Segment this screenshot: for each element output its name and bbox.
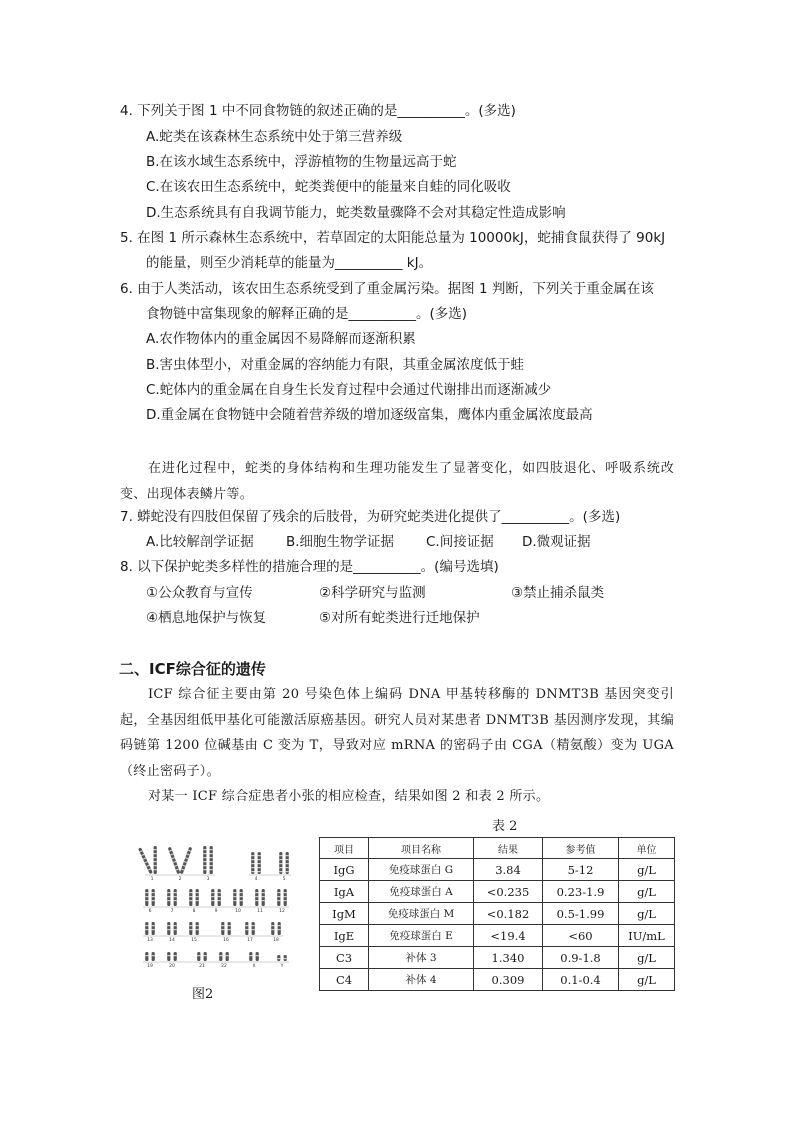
cell-item-name: 免疫球蛋白 E (369, 925, 474, 947)
chromosome (167, 952, 170, 961)
cell-item: C3 (320, 947, 369, 969)
chromosome-number-label: 2 (178, 877, 182, 882)
chromosome (210, 846, 213, 874)
chromosome (204, 952, 207, 961)
chromosome-number-label: 14 (169, 938, 175, 943)
q4-stem: 4. 下列关于图 1 中不同食物链的叙述正确的是__________。(多选) (120, 103, 516, 119)
q6-line2: 食物链中富集现象的解释正确的是__________。(多选) (146, 306, 468, 322)
chromosome (197, 952, 200, 961)
chromosome (145, 952, 148, 961)
chromosome (277, 889, 280, 906)
cell-item: IgA (320, 881, 369, 903)
chromosome (255, 889, 258, 906)
q8-option-3: ③禁止捕杀鼠类 (511, 585, 605, 601)
chromosome-number-label: 20 (169, 964, 175, 969)
chromosome (233, 889, 236, 906)
table-row (320, 925, 675, 947)
q6-option-b: B.害虫体型小，对重金属的容纳能力有限，其重金属浓度低于蛙 (146, 357, 525, 373)
chromosome-number-label: 10 (235, 909, 241, 914)
chromosome (152, 889, 155, 906)
chromosome (221, 922, 224, 935)
q7-option-c: C.间接证据 (426, 534, 494, 550)
chromosome (219, 952, 222, 961)
evolution-intro: 在进化过程中，蛇类的身体结构和生理功能发生了显著变化，如四肢退化、呼吸系统改变、出现体表鳞片等。 (120, 461, 674, 502)
cell-result: 1.340 (474, 947, 543, 969)
cell-item: IgM (320, 903, 369, 925)
cell-result: <0.182 (474, 903, 543, 925)
chromosome (252, 922, 255, 935)
chromosome (271, 922, 274, 935)
figure2-label: 图2 (192, 987, 214, 1002)
chromosome (228, 922, 231, 935)
chromosome-number-label: 12 (279, 909, 285, 914)
chromosome (286, 852, 289, 874)
q6-line1: 6. 由于人类活动，该农田生态系统受到了重金属污染。据图 1 判断，下列关于重金属在该 (120, 281, 654, 297)
section2-para2: 对某一 ICF 综合症患者小张的相应检查，结果如图 2 和表 2 所示。 (148, 789, 550, 804)
q7-stem: 7. 蟒蛇没有四肢但保留了残余的后肢骨，为研究蛇类进化提供了__________。(多选) (120, 509, 621, 525)
q8-option-1: ①公众教育与宣传 (146, 585, 253, 601)
cell-reference: <60 (543, 925, 619, 947)
cell-unit: g/L (619, 881, 675, 903)
chromosome (251, 852, 254, 874)
chromosome-number-label: 3 (206, 877, 210, 882)
cell-item: C4 (320, 969, 369, 991)
q8-stem: 8. 以下保护蛇类多样性的措施合理的是__________。(编号选填) (120, 559, 499, 575)
chromosome (211, 889, 214, 906)
q5-line2: 的能量，则至少消耗草的能量为__________ kJ。 (146, 255, 433, 271)
chromosome-number-label: X (252, 964, 256, 969)
section2-title: 二、ICF综合征的遗传 (119, 660, 266, 678)
chromosome (203, 846, 206, 874)
q8-option-2: ②科学研究与监测 (319, 585, 426, 601)
q4-option-d: D.生态系统具有自我调节能力，蛇类数量骤降不会对其稳定性造成影响 (146, 205, 566, 221)
chromosome-number-label: 13 (147, 938, 153, 943)
header-item-name: 项目名称 (369, 838, 474, 859)
cell-reference: 0.23-1.9 (543, 881, 619, 903)
chromosome (174, 922, 177, 935)
chromosome (168, 847, 181, 874)
chromosome-number-label: 15 (191, 938, 197, 943)
header-result: 结果 (474, 838, 543, 859)
chromosome-number-label: 11 (257, 909, 263, 914)
q6-option-d: D.重金属在食物链中会随着营养级的增加逐级富集，鹰体内重金属浓度最高 (146, 407, 593, 423)
cell-unit: IU/mL (619, 925, 675, 947)
table-row (320, 881, 675, 903)
chromosome (279, 852, 282, 874)
q4-option-a: A.蛇类在该森林生态系统中处于第三营养级 (146, 129, 403, 145)
results-table (319, 837, 675, 991)
chromosome (240, 889, 243, 906)
chromosome (196, 889, 199, 906)
cell-reference: 5-12 (543, 859, 619, 881)
chromosome (167, 889, 170, 906)
cell-unit: g/L (619, 969, 675, 991)
cell-item-name: 补体 3 (369, 947, 474, 969)
table-row (320, 969, 675, 991)
chromosome (145, 922, 148, 935)
chromosome-number-label: 9 (214, 909, 218, 914)
chromosome-number-label: 7 (170, 909, 174, 914)
cell-reference: 0.9-1.8 (543, 947, 619, 969)
chromosome (284, 955, 287, 961)
cell-item-name: 免疫球蛋白 A (369, 881, 474, 903)
chromosome (226, 952, 229, 961)
chromosome (138, 847, 153, 874)
table-header-row (320, 838, 675, 859)
table-row (320, 903, 675, 925)
chromosome-number-label: 21 (199, 964, 205, 969)
chromosome-number-label: 1 (150, 877, 154, 882)
chromosome (196, 922, 199, 935)
chromosome-number-label: 4 (254, 877, 258, 882)
cell-unit: g/L (619, 859, 675, 881)
cell-item-name: 免疫球蛋白 G (369, 859, 474, 881)
cell-result: 0.309 (474, 969, 543, 991)
chromosome-number-label: Y (280, 964, 284, 969)
chromosome (218, 889, 221, 906)
cell-item-name: 免疫球蛋白 M (369, 903, 474, 925)
q4-option-c: C.在该农田生态系统中，蛇类粪便中的能量来自蛙的同化吸收 (146, 179, 511, 195)
cell-result: <0.235 (474, 881, 543, 903)
chromosome (167, 922, 170, 935)
chromosome (256, 952, 259, 961)
q7-option-d: D.微观证据 (522, 534, 591, 550)
chromosome-number-label: 22 (221, 964, 227, 969)
chromosome-number-label: 6 (148, 909, 152, 914)
section2-para1: ICF 综合征主要由第 20 号染色体上编码 DNA 甲基转移酶的 DNMT3B 基因突变引起，全基因组低甲基化可能激活原癌基因。研究人员对某患者 DNMT3B 基因测序发现，其编码链第 1200 位碱基由 C 变为 T，导致对应 mRNA 的密码子由 CGA（精氨酸）变为 UGA（终止密码子）。 (120, 687, 674, 779)
q4-option-b: B.在该水域生态系统中，浮游植物的生物量远高于蛇 (146, 154, 457, 170)
table-row (320, 859, 675, 881)
chromosome-number-label: 18 (273, 938, 279, 943)
chromosome (258, 852, 261, 874)
chromosome (152, 922, 155, 935)
cell-unit: g/L (619, 903, 675, 925)
chromosome (180, 847, 193, 874)
header-unit: 单位 (619, 838, 675, 859)
q6-option-c: C.蛇体内的重金属在自身生长发育过程中会通过代谢排出而逐渐减少 (146, 382, 552, 398)
header-reference: 参考值 (543, 838, 619, 859)
q6-option-a: A.农作物体内的重金属因不易降解而逐渐积累 (146, 331, 416, 347)
cell-item-name: 补体 4 (369, 969, 474, 991)
header-item: 项目 (320, 838, 369, 859)
chromosome (145, 889, 148, 906)
karyotype-figure (138, 830, 300, 978)
chromosome-number-label: 5 (282, 877, 286, 882)
chromosome-number-label: 8 (192, 909, 196, 914)
chromosome-number-label: 19 (147, 964, 153, 969)
cell-result: <19.4 (474, 925, 543, 947)
cell-reference: 0.5-1.99 (543, 903, 619, 925)
chromosome-number-label: 17 (247, 938, 253, 943)
chromosome-number-label: 16 (223, 938, 229, 943)
q7-option-b: B.细胞生物学证据 (286, 534, 395, 550)
cell-item: IgG (320, 859, 369, 881)
chromosome (152, 952, 155, 961)
q7-option-a: A.比较解剖学证据 (146, 534, 254, 550)
chromosome (245, 922, 248, 935)
cell-result: 3.84 (474, 859, 543, 881)
chromosome (189, 889, 192, 906)
chromosome (174, 889, 177, 906)
cell-item: IgE (320, 925, 369, 947)
chromosome (154, 846, 157, 874)
q8-option-4: ④栖息地保护与恢复 (146, 610, 267, 626)
chromosome (174, 952, 177, 961)
q8-option-5: ⑤对所有蛇类进行迁地保护 (319, 610, 480, 626)
chromosome (262, 889, 265, 906)
cell-reference: 0.1-0.4 (543, 969, 619, 991)
table2-caption: 表 2 (492, 819, 518, 834)
chromosome (189, 922, 192, 935)
table-row (320, 947, 675, 969)
cell-unit: g/L (619, 947, 675, 969)
chromosome (277, 955, 280, 961)
chromosome (284, 889, 287, 906)
q5-line1: 5. 在图 1 所示森林生态系统中，若草固定的太阳能总量为 10000kJ，蛇捕食鼠获得了 90kJ (120, 230, 666, 246)
chromosome (249, 952, 252, 961)
chromosome (278, 922, 281, 935)
